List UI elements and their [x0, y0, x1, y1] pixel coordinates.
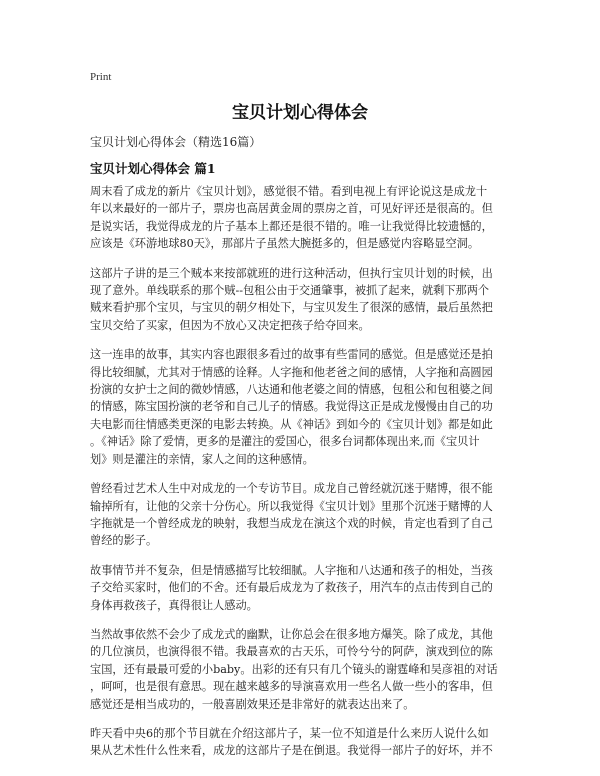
paragraph-line: 输掉所有，让他的父亲十分伤心。所以我觉得《宝贝计划》里那个沉迷于赌博的人 — [90, 499, 493, 513]
paragraph-line: 划》则是灌注的亲情，家人之间的这种感情。 — [90, 452, 314, 466]
paragraph-line: 这一连串的故事，其实内容也跟很多看过的故事有些雷同的感觉。但是感觉还是拍 — [90, 348, 493, 362]
paragraph-line: 。《神话》除了爱情，更多的是灌注的爱国心，很多台词都体现出来,而《宝贝计 — [90, 435, 480, 449]
paragraph-line: 感觉还是相当成功的，一般喜剧效果还是非常好的就表达出来了。 — [90, 697, 415, 711]
paragraph-line: 的几位演员，也演得很不错。我最喜欢的古天乐，可怜兮兮的阿萨，演戏到位的陈 — [90, 645, 493, 659]
paragraph-line: 宝贝交给了买家，但因为不放心又决定把孩子给夺回来。 — [90, 318, 370, 332]
paragraph-line: 应该是《环游地球80天》，那部片子虽然大腕挺多的，但是感觉内容略显空洞。 — [90, 237, 480, 251]
article-paragraph — [90, 480, 515, 550]
paragraph-line: 曾经的影子。 — [90, 534, 158, 548]
article-paragraph — [90, 626, 515, 713]
print-link[interactable]: Print — [90, 71, 112, 83]
paragraph-line: 周末看了成龙的新片《宝贝计划》，感觉很不错。看到电视上有评论说这是成龙十 — [90, 185, 488, 198]
paragraph-line: 年以来最好的一部片子，票房也高居黄金周的票房之首，可见好评还是很高的。但 — [90, 202, 493, 216]
article-paragraph — [90, 183, 515, 253]
paragraph-line: 故事情节并不复杂，但是情感描写比较细腻。人字拖和八达通和孩子的相处，当孩 — [90, 563, 493, 577]
article-paragraph — [90, 562, 515, 614]
paragraph-line: ，呵呵，也是很有意思。现在越来越多的导演喜欢用一些名人做一些小的客串，但 — [90, 680, 493, 694]
paragraph-line: 得比较细腻，尤其对于情感的诠释。人字拖和他老爸之间的感情，人字拖和高圆园 — [90, 365, 493, 379]
paragraph-line: 子交给买家时，他们的不舍。还有最后成龙为了救孩子，用汽车的点击传到自己的 — [90, 581, 493, 595]
paragraph-line: 字拖就是一个曾经成龙的映射，我想当成龙在演这个戏的时候，肯定也看到了自己 — [90, 516, 493, 530]
document-subtitle: 宝贝计划心得体会（精选16篇） — [90, 135, 262, 149]
article-paragraph — [90, 265, 515, 335]
paragraph-line: 当然故事依然不会少了成龙式的幽默，让你总会在很多地方爆笑。除了成龙，其他 — [90, 627, 493, 641]
paragraph-line: 身体再救孩子，真得很让人感动。 — [90, 598, 258, 612]
article-paragraph — [90, 346, 515, 468]
section-heading: 宝贝计划心得体会 篇1 — [90, 161, 216, 176]
paragraph-line: 昨天看中央6的那个节目就在介绍这部片子，某一位不知道是什么来历人说什么如 — [90, 726, 489, 740]
paragraph-line: 夫电影而往情感类更深的电影去转换。从《神话》到如今的《宝贝计划》都是如此 — [90, 417, 493, 431]
article-paragraph — [90, 725, 515, 760]
paragraph-line: 宝国，还有最最可爱的小baby。出彩的还有只有几个镜头的谢霆峰和吴彦祖的对话 — [90, 662, 498, 676]
paragraph-line: 果从艺术性什么性来看，成龙的这部片子是在倒退。我觉得一部片子的好坏，并不 — [90, 744, 493, 758]
paragraph-line: 贼来看护那个宝贝，与宝贝的朝夕相处下，与宝贝发生了很深的感情，最后虽然把 — [90, 301, 493, 315]
paragraph-line: 是说实话，我觉得成龙的片子基本上都还是很不错的。唯一让我觉得比较遗憾的， — [90, 219, 493, 233]
paragraph-line: 的情感，陈宝国扮演的老爷和自己儿子的情感。我觉得这正是成龙慢慢由自己的功 — [90, 400, 493, 414]
paragraph-line: 这部片子讲的是三个贼本来按部就班的进行这种活动，但执行宝贝计划的时候，出 — [90, 266, 493, 280]
paragraph-line: 曾经看过艺术人生中对成龙的一个专访节目。成龙自己曾经就沉迷于赌博，很不能 — [90, 482, 493, 496]
paragraph-line: 扮演的女护士之间的微妙情感，八达通和他老婆之间的情感，包租公和包租婆之间 — [90, 383, 493, 397]
article-body — [90, 183, 515, 772]
document-title: 宝贝计划心得体会 — [232, 103, 368, 123]
paragraph-line: 现了意外。单线联系的那个贼--包租公由于交通肇事，被抓了起来，就剩下那两个 — [90, 284, 490, 298]
